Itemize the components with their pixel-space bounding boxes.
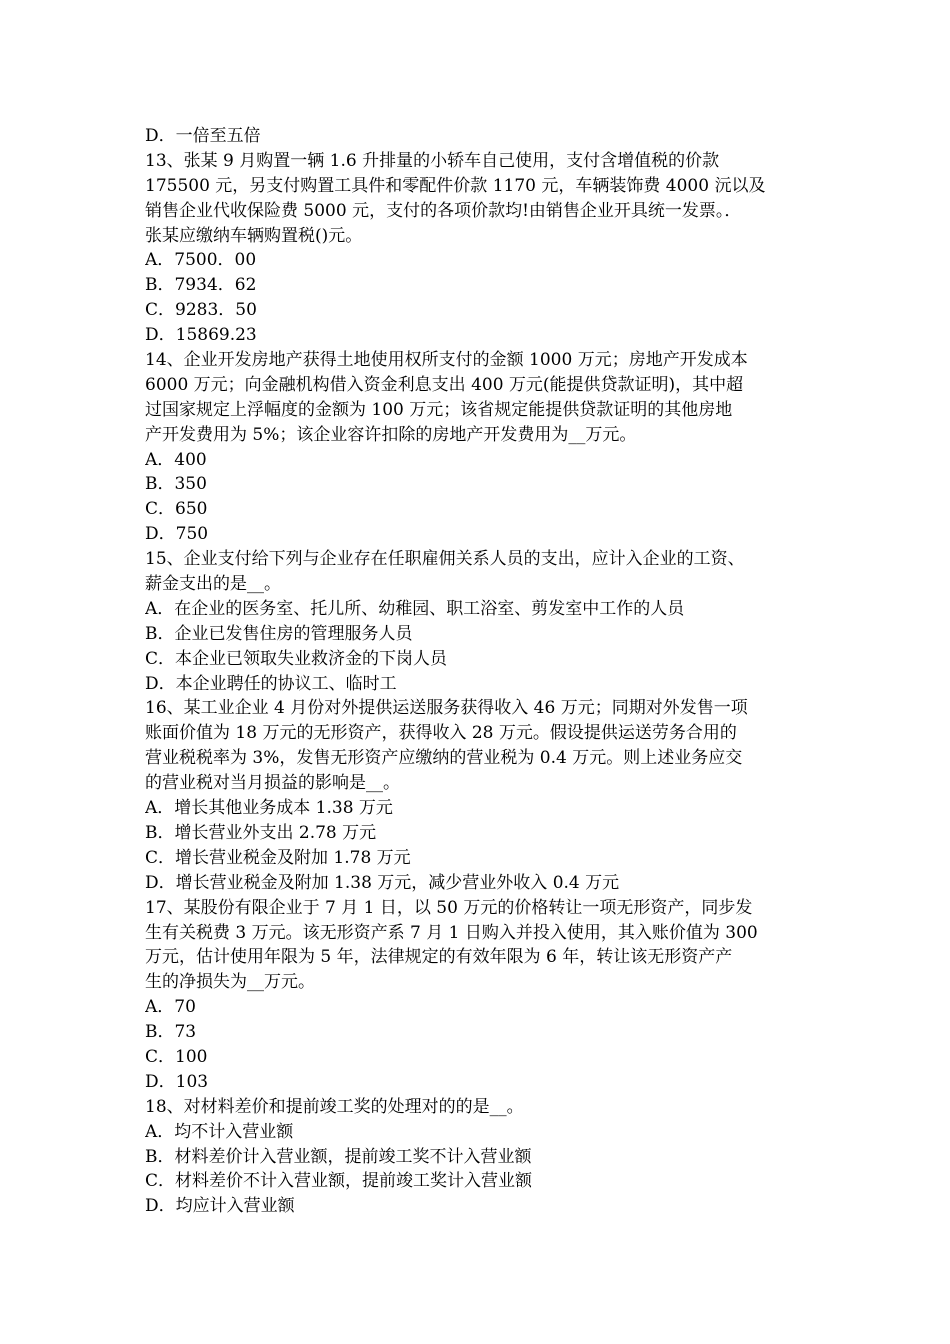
question-13-option-c: C．9283．50 <box>145 300 257 321</box>
question-14 <box>145 348 825 547</box>
question-17-option-b: B．73 <box>145 1022 197 1043</box>
question-17-text-line-3: 万元，估计使用年限为 5 年，法律规定的有效年限为 6 年，转让该无形资产产 <box>145 947 733 968</box>
question-14-option-a: A．400 <box>145 449 207 470</box>
question-16-option-d: D．增长营业税金及附加 1.38 万元，减少营业外收入 0.4 万元 <box>145 872 620 893</box>
question-17-text-line-2: 生有关税费 3 万元。该无形资产系 7 月 1 日购入并投入使用，其入账价值为 300 <box>145 922 758 943</box>
question-18-option-a: A．均不计入营业额 <box>145 1121 294 1142</box>
question-16-option-b: B．增长营业外支出 2.78 万元 <box>145 822 377 843</box>
question-13-option-a: A．7500．00 <box>145 250 257 271</box>
question-13-text-line-1: 13、张某 9 月购置一辆 1.6 升排量的小轿车自己使用，支付含增值税的价款 <box>145 150 720 171</box>
question-16-option-c: C．增长营业税金及附加 1.78 万元 <box>145 847 411 868</box>
question-17-text-line-1: 17、某股份有限企业于 7 月 1 日，以 50 万元的价格转让一项无形资产，同步发 <box>145 897 753 918</box>
question-15 <box>145 547 825 696</box>
question-17-option-c: C．100 <box>145 1046 208 1067</box>
question-15-text-line-1: 15、企业支付给下列与企业存在任职雇佣关系人员的支出，应计入企业的工资、 <box>145 549 745 570</box>
question-13-option-d: D．15869.23 <box>145 325 257 346</box>
question-13-text-line-3: 销售企业代收保险费 5000 元，支付的各项价款均!由销售企业开具统一发票。． <box>145 200 742 221</box>
question-15-option-b: B．企业已发售住房的管理服务人员 <box>145 623 413 644</box>
option-d-prev: D．一倍至五倍 <box>145 126 261 146</box>
question-14-text-line-2: 6000 万元；向金融机构借入资金利息支出 400 万元(能提供贷款证明)，其中超 <box>145 374 744 395</box>
question-13-text-line-2: 175500 元，另支付购置工具件和零配件价款 1170 元，车辆装饰费 4000 沅以及 <box>145 175 766 196</box>
question-14-option-b: B．350 <box>145 474 207 495</box>
question-16-option-a: A．增长其他业务成本 1.38 万元 <box>145 798 393 819</box>
question-16-text-line-2: 账面价值为 18 万元的无形资产，获得收入 28 万元。假设提供运送劳务合用的 <box>145 723 737 744</box>
question-18-option-d: D．均应计入营业额 <box>145 1196 295 1217</box>
question-18-option-c: C．材料差价不计入营业额，提前竣工奖计入营业额 <box>145 1171 533 1192</box>
question-16 <box>145 696 825 895</box>
question-17-option-d: D．103 <box>145 1071 209 1092</box>
question-17-text-line-4: 生的净损失为__万元。 <box>145 972 315 993</box>
question-14-option-c: C．650 <box>145 499 208 520</box>
question-15-option-c: C．本企业已领取失业救济金的下岗人员 <box>145 648 448 669</box>
question-14-option-d: D．750 <box>145 524 209 545</box>
question-18-option-b: B．材料差价计入营业额，提前竣工奖不计入营业额 <box>145 1146 532 1167</box>
question-14-text-line-4: 产开发费用为 5%；该企业容许扣除的房地产开发费用为__万元。 <box>145 424 637 445</box>
document-page <box>145 124 825 1219</box>
question-16-text-line-4: 的营业税对当月损益的影响是__。 <box>145 773 400 794</box>
question-13-text-line-4: 张某应缴纳车辆购置税()元。 <box>145 225 363 246</box>
question-17 <box>145 896 825 1095</box>
question-15-option-a: A．在企业的医务室、托儿所、幼稚园、职工浴室、剪发室中工作的人员 <box>145 598 685 619</box>
question-15-text-line-2: 薪金支出的是__。 <box>145 574 281 595</box>
question-14-text-line-1: 14、企业开发房地产获得土地使用权所支付的金额 1000 万元；房地产开发成本 <box>145 350 748 371</box>
question-13 <box>145 149 825 348</box>
question-18-text-line-1: 18、对材料差价和提前竣工奖的处理对的的是__。 <box>145 1096 524 1117</box>
question-15-option-d: D．本企业聘任的协议工、临时工 <box>145 673 397 694</box>
question-14-text-line-3: 过国家规定上浮幅度的金额为 100 万元；该省规定能提供贷款证明的其他房地 <box>145 399 733 420</box>
question-16-text-line-3: 营业税税率为 3%，发售无形资产应缴纳的营业税为 0.4 万元。则上述业务应交 <box>145 748 743 769</box>
question-16-text-line-1: 16、某工业企业 4 月份对外提供运送服务获得收入 46 万元；同期对外发售一项 <box>145 698 748 719</box>
question-17-option-a: A．70 <box>145 997 196 1018</box>
question-18 <box>145 1095 825 1219</box>
question-13-option-b: B．7934．62 <box>145 275 257 296</box>
